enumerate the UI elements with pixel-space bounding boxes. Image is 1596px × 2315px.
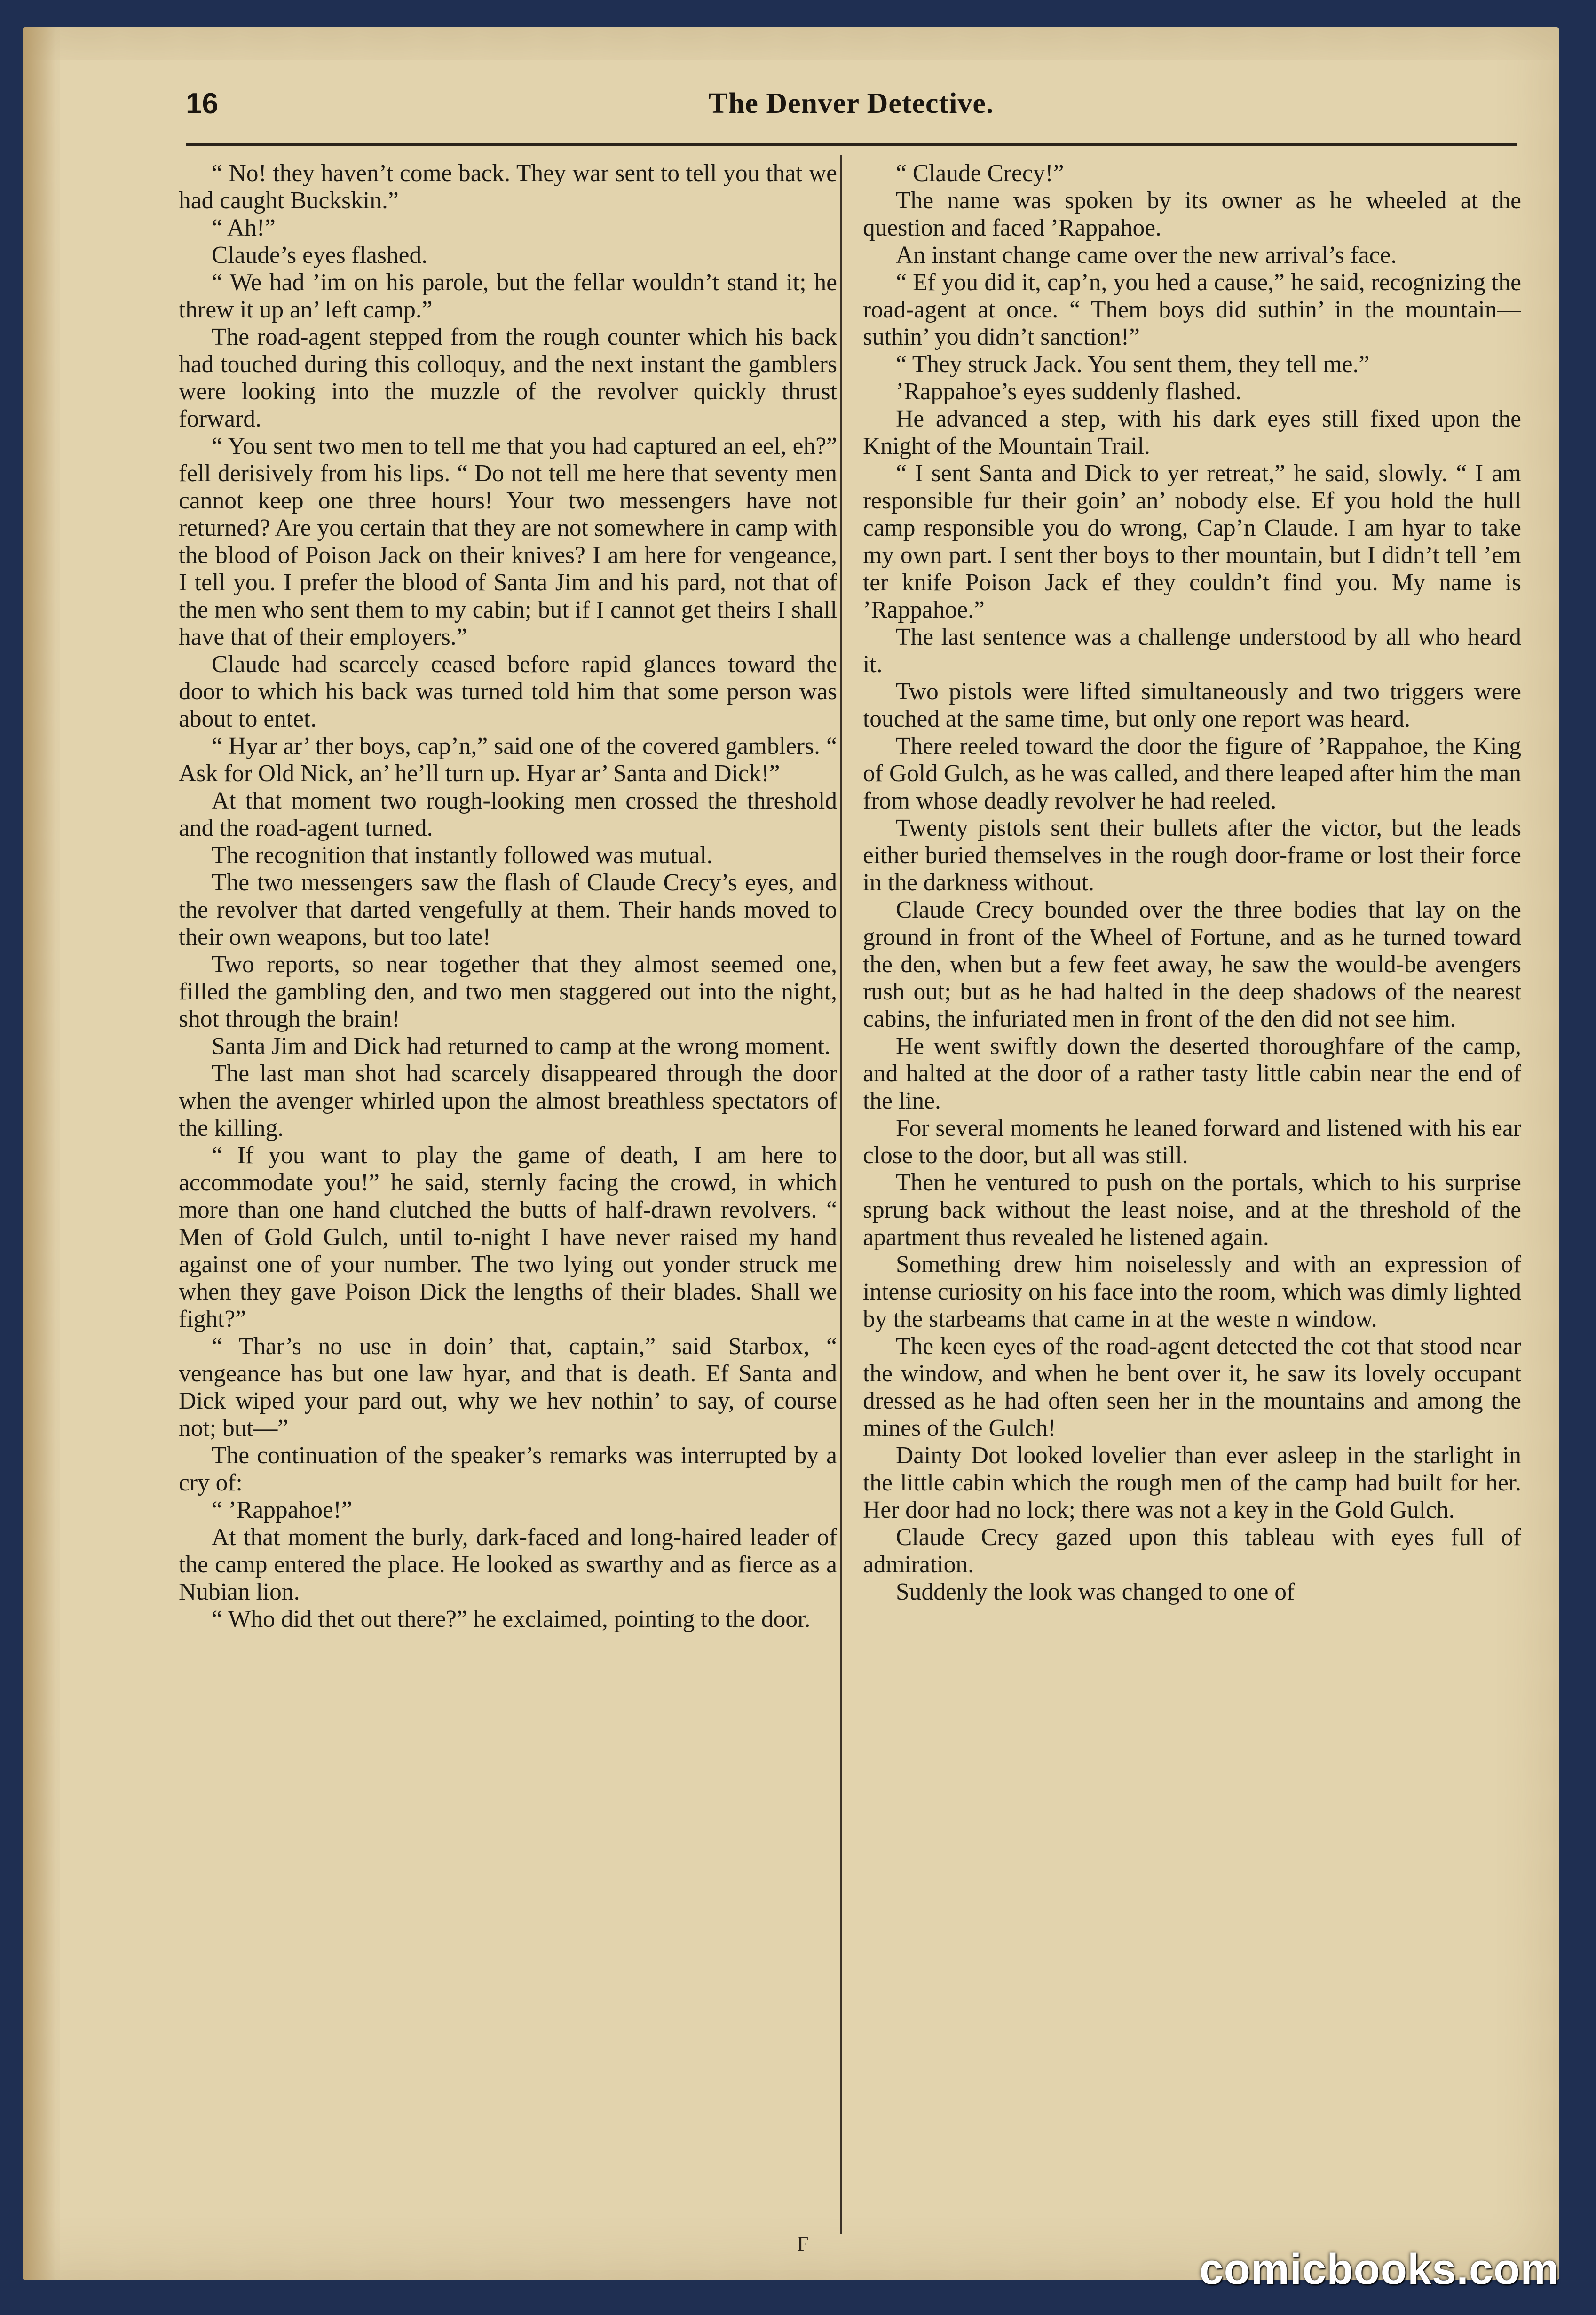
paragraph: The last man shot had scarcely disappeared through the door when the avenger whirled upon the almost breathless spectators of the killing.: [179, 1060, 837, 1142]
paragraph: Two pistols were lifted simultaneously and two triggers were touched at the same time, but only one report was heard.: [863, 678, 1521, 732]
paragraph: “ We had ’im on his parole, but the fellar wouldn’t stand it; he threw it up an’ left camp.”: [179, 269, 837, 323]
paragraph: The two messengers saw the flash of Claude Crecy’s eyes, and the revolver that darted vengefully at them. Their hands moved to their own weapons, but too late!: [179, 869, 837, 951]
paragraph: Twenty pistols sent their bullets after the victor, but the leads either buried themselves in the rough door-frame or lost their force in the darkness without.: [863, 815, 1521, 896]
paragraph: “ No! they haven’t come back. They war sent to tell you that we had caught Buckskin.”: [179, 160, 837, 214]
paragraph: Then he ventured to push on the portals, which to his surprise sprung back without the least noise, and at the threshold of the apartment thus revealed he listened again.: [863, 1169, 1521, 1251]
journal-title: The Denver Detective.: [708, 87, 994, 119]
paragraph: “ Thar’s no use in doin’ that, captain,” said Starbox, “ vengeance has but one law hyar, and that is death. Ef Santa and Dick wiped your pard out, why we hev nothin’ to say, of course not; but—”: [179, 1333, 837, 1442]
paragraph: “ You sent two men to tell me that you had captured an eel, eh?” fell derisively from his lips. “ Do not tell me here that seventy men cannot keep one three hours! Your two messengers have not returned? Are you certain that they are not somewhere in camp with the blood of Poison Jack on their knives? I am here for vengeance, I tell you. I prefer the blood of Santa Jim and his pard, not that of the men who sent them to my cabin; but if I cannot get theirs I shall have that of their employers.”: [179, 433, 837, 650]
paragraph: An instant change came over the new arrival’s face.: [896, 242, 1397, 269]
paragraph: There reeled toward the door the figure of ’Rappahoe, the King of Gold Gulch, as he was called, and there leaped after him the man from whose deadly revolver he had reeled.: [863, 733, 1521, 814]
page-edge-shading: [23, 27, 55, 2280]
header-rule: [186, 143, 1517, 146]
paragraph: The last sentence was a challenge understood by all who heard it.: [863, 624, 1521, 678]
paragraph: Claude Crecy bounded over the three bodies that lay on the ground in front of the Wheel of Fortune, and as he turned toward the den, when but a few feet away, he saw the would-be avengers rush out; but as he had halted in the deep shadows of the nearest cabins, the infuriated men in front of the den did not see him.: [863, 896, 1521, 1032]
paragraph: “ If you want to play the game of death, I am here to accommodate you!” he said, sternly facing the crowd, in which more than one hand clutched the butts of half-drawn revolvers. “ Men of Gold Gulch, until to-night I have never raised my hand against one of your number. The two lying out yonder struck me when they gave Poison Dick the lengths of their blades. Shall we fight?”: [179, 1142, 837, 1332]
paragraph: Dainty Dot looked lovelier than ever asleep in the starlight in the little cabin which the rough men of the camp had built for her. Her door had no lock; there was not a key in the Gold Gulch.: [863, 1442, 1521, 1523]
paragraph: “ I sent Santa and Dick to yer retreat,” he said, slowly. “ I am responsible fur their goin’ an’ nobody else. Ef you hold the hull camp responsible you do wrong, Cap’n Claude. I am hyar to take my own part. I sent ther boys to ther mountain, but I didn’t tell ’em ter knife Poison Jack ef they couldn’t find you. My name is ’Rappahoe.”: [863, 460, 1521, 623]
right-column: [863, 160, 1521, 2126]
paragraph: “ Who did thet out there?” he exclaimed, pointing to the door.: [212, 1606, 811, 1633]
paragraph: Two reports, so near together that they almost seemed one, filled the gambling den, and two men staggered out into the night, shot through the brain!: [179, 951, 837, 1032]
paragraph: At that moment the burly, dark-faced and long-haired leader of the camp entered the place. He looked as swarthy and as fierce as a Nubian lion.: [179, 1524, 837, 1605]
paragraph: The recognition that instantly followed was mutual.: [212, 842, 713, 869]
column-tail-mark: F: [797, 2232, 809, 2255]
page-number: 16: [186, 87, 218, 120]
paragraph: The continuation of the speaker’s remarks was interrupted by a cry of:: [179, 1442, 837, 1496]
watermark-text: comicbooks.com: [1199, 2245, 1559, 2293]
paragraph: He went swiftly down the deserted thoroughfare of the camp, and halted at the door of a rather tasty little cabin near the end of the line.: [863, 1033, 1521, 1114]
paragraph: “ Ef you did it, cap’n, you hed a cause,” he said, recognizing the road-agent at once. “ Them boys did suthin’ in the mountain—suthin’ you didn’t sanction!”: [863, 269, 1521, 350]
paragraph: For several moments he leaned forward and listened with his ear close to the door, but all was still.: [863, 1115, 1521, 1169]
paragraph: ’Rappahoe’s eyes suddenly flashed.: [896, 378, 1242, 405]
left-column: [179, 160, 837, 2126]
paragraph: “ Ah!”: [212, 214, 276, 241]
paragraph: Claude had scarcely ceased before rapid glances toward the door to which his back was turned told him that some person was about to entet.: [179, 651, 837, 732]
paragraph: Something drew him noiselessly and with an expression of intense curiosity on his face into the room, which was dimly lighted by the starbeams that came in at the weste n window.: [863, 1251, 1521, 1332]
paragraph: “ They struck Jack. You sent them, they tell me.”: [896, 351, 1370, 378]
page-header: [186, 87, 1517, 129]
paragraph: The name was spoken by its owner as he wheeled at the question and faced ’Rappahoe.: [863, 187, 1521, 241]
paragraph: Santa Jim and Dick had returned to camp at the wrong moment.: [212, 1033, 830, 1060]
paragraph: The keen eyes of the road-agent detected the cot that stood near the window, and when he bent over it, he saw its lovely occupant dressed as he had often seen her in the mountains and among the mines of the Gulch!: [863, 1333, 1521, 1442]
paragraph: Claude’s eyes flashed.: [212, 242, 428, 269]
paragraph: “ ’Rappahoe!”: [212, 1497, 352, 1523]
paragraph: “ Claude Crecy!”: [896, 160, 1064, 187]
paragraph: “ Hyar ar’ ther boys, cap’n,” said one of the covered gamblers. “ Ask for Old Nick, an’ he’ll turn up. Hyar ar’ Santa and Dick!”: [179, 733, 837, 787]
paragraph: Claude Crecy gazed upon this tableau with eyes full of admiration.: [863, 1524, 1521, 1578]
paragraph: He advanced a step, with his dark eyes still fixed upon the Knight of the Mountain Trail.: [863, 405, 1521, 460]
paragraph: The road-agent stepped from the rough counter which his back had touched during this colloquy, and the next instant the gamblers were looking into the muzzle of the revolver quickly thrust forward.: [179, 324, 837, 432]
column-divider: [840, 155, 842, 2234]
paragraph: At that moment two rough-looking men crossed the threshold and the road-agent turned.: [179, 787, 837, 841]
paragraph: Suddenly the look was changed to one of: [896, 1578, 1295, 1605]
